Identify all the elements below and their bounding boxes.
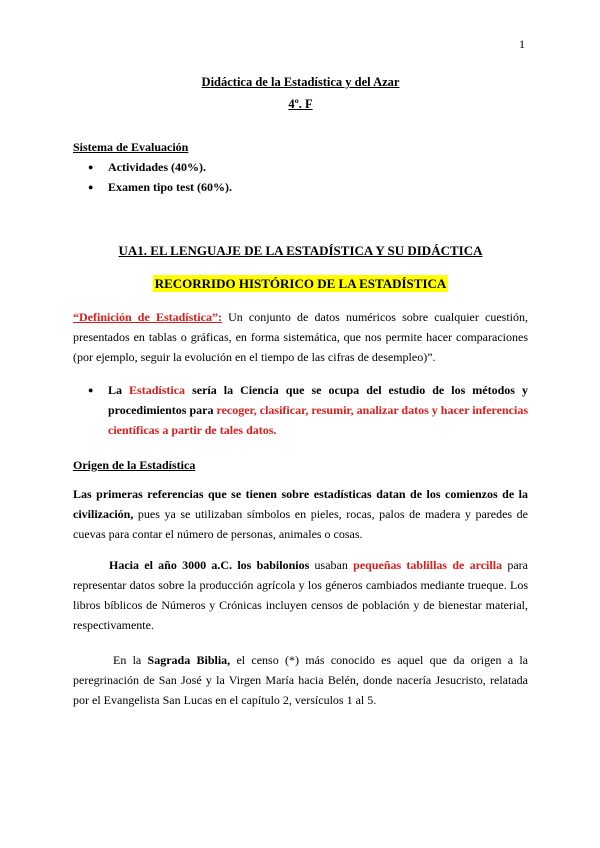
origin-p1-bold: Las primeras referencias que se tienen sobre estadísticas datan de los comienzos de la civilización,: [73, 487, 528, 521]
science-red-text: recoger, clasificar, resumir, analizar datos y hacer inferencias científicas a partir de tales datos.: [108, 403, 528, 437]
evaluation-heading: Sistema de Evaluación: [73, 140, 189, 154]
statistics-term: Estadística: [129, 383, 186, 397]
evaluation-item-activities: ● Actividades (40%).: [73, 157, 528, 177]
origin-p2-bold: Hacia el año 3000 a.C. los babilonios: [109, 558, 310, 572]
science-bullet: [73, 380, 528, 440]
definition-label: “Definición de Estadística”:: [73, 310, 222, 324]
section-title-wrap: [73, 274, 528, 294]
evaluation-section: [73, 137, 528, 197]
origin-heading-text: Origen de la Estadística: [73, 458, 196, 472]
course-title: Didáctica de la Estadística y del Azar: [201, 75, 400, 89]
evaluation-list: [73, 157, 528, 197]
origin-p1-text: pues ya se utilizaban símbolos en pieles, rocas, palos de madera y paredes de cuevas para contar el número de personas, animales o cosas.: [73, 507, 528, 541]
origin-paragraph-3: [73, 650, 528, 710]
unit-title: UA1. EL LENGUAJE DE LA ESTADÍSTICA Y SU DIDÁCTICA: [118, 243, 483, 258]
origin-paragraph-1: [73, 484, 528, 544]
evaluation-item-exam: ● Examen tipo test (60%).: [73, 177, 528, 197]
definition-paragraph: [73, 307, 528, 367]
science-text-2: sería la Ciencia que se ocupa del estudio de los métodos y procedimientos para: [108, 383, 528, 417]
origin-p3-bold: Sagrada Biblia,: [147, 653, 231, 667]
origin-paragraph-2: [73, 555, 528, 635]
origin-p2-mid: usaban: [309, 558, 354, 572]
page-number: 1: [519, 37, 525, 51]
origin-p3-text: el censo (*) más conocido es aquel que da origen a la peregrinación de San José y la Virgen María hacia Belén, donde nacería Jesucristo, relatada por el Evangelista San Lucas en el capítulo 2, versículos 1 al 5.: [73, 653, 528, 707]
origin-heading: [73, 455, 528, 475]
course-group: 4º. F: [288, 97, 313, 111]
origin-p2-text: para representar datos sobre la producción agrícola y los géneros cambiados mediante trueque. Los libros bíblicos de Números y Crónicas incluyen censos de población y de bienestar material, respectivamente.: [73, 558, 528, 632]
science-bullet-item: [73, 380, 528, 440]
origin-p2-red: pequeñas tablillas de arcilla: [353, 558, 503, 572]
origin-p3-pre: En la: [113, 653, 148, 667]
section-title: RECORRIDO HISTÓRICO DE LA ESTADÍSTICA: [154, 276, 447, 291]
definition-text: Un conjunto de datos numéricos sobre cualquier cuestión, presentados en tablas o gráficas, en forma sistemática, que nos permite hacer comparaciones (por ejemplo, seguir la evolución en el tiempo de las cifras de desempleo)”.: [73, 310, 528, 364]
science-text-1: La: [108, 383, 130, 397]
science-bullet-list: [73, 380, 528, 440]
